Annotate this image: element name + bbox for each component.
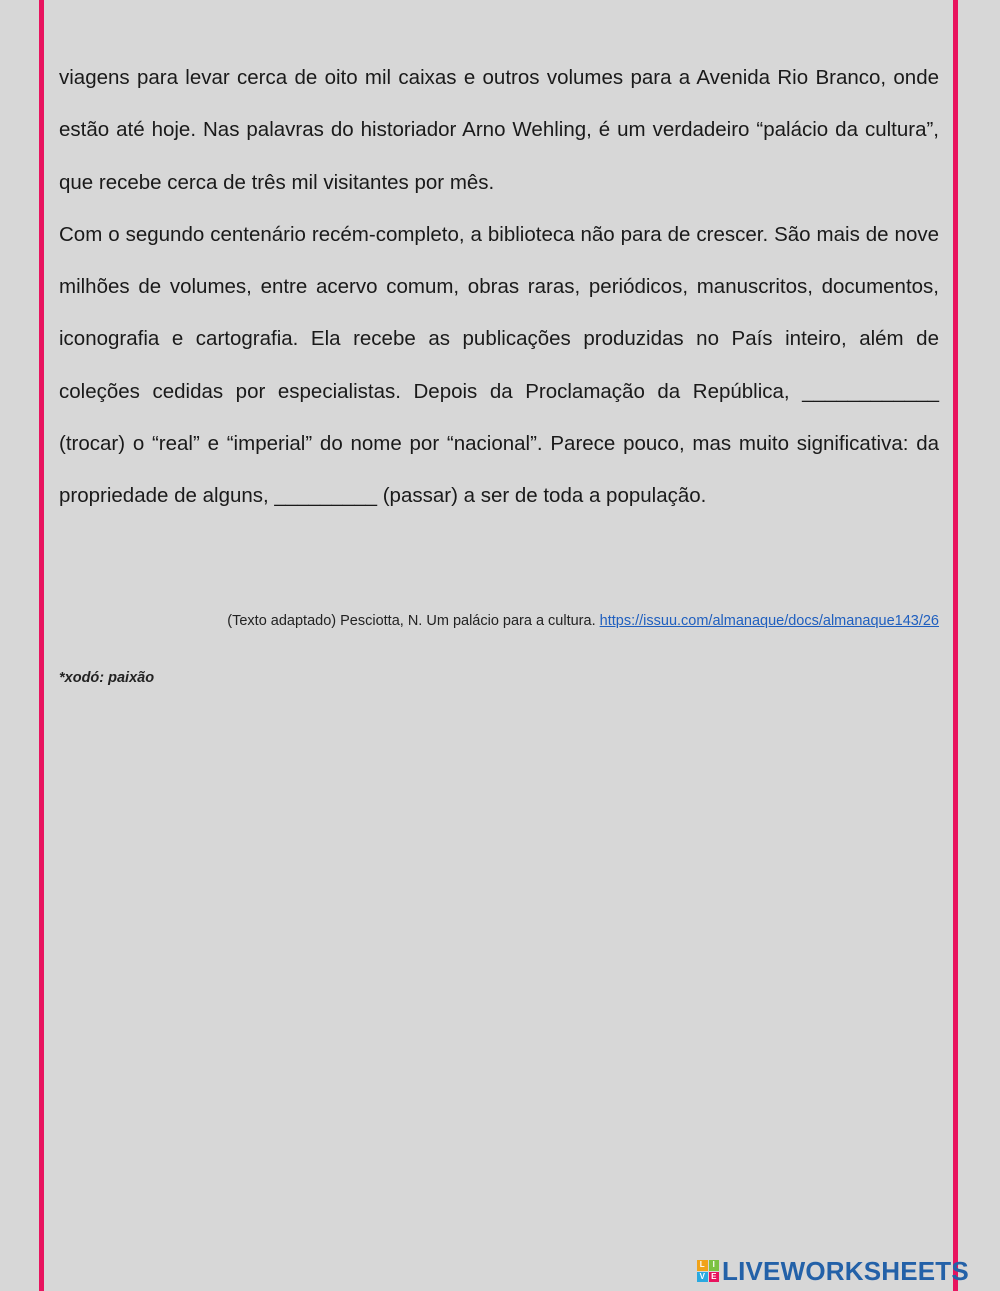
- page-border-left: [39, 0, 44, 1291]
- worksheet-text: [59, 52, 939, 523]
- source-link[interactable]: https://issuu.com/almanaque/docs/almanaque143/26: [599, 613, 939, 629]
- liveworksheets-logo: [697, 1257, 969, 1285]
- liveworksheets-logo-icon: [697, 1260, 719, 1282]
- source-citation: [59, 613, 939, 629]
- footnote: *xodó: paixão: [59, 670, 155, 686]
- logo-text: LIVEWORKSHEETS: [722, 1256, 969, 1286]
- page-border-right: [953, 0, 958, 1291]
- paragraph-1: viagens para levar cerca de oito mil caixas e outros volumes para a Avenida Rio Branco, onde estão até hoje. Nas palavras do historiador Arno Wehling, é um verdadeiro “palácio da cultura”, que recebe cerca de três mil visitantes por mês.: [59, 66, 939, 194]
- logo-icon-letter: E: [709, 1272, 720, 1283]
- source-text: (Texto adaptado) Pesciotta, N. Um palácio para a cultura.: [227, 613, 600, 629]
- logo-icon-letter: I: [709, 1260, 720, 1271]
- logo-icon-letter: L: [697, 1260, 708, 1271]
- paragraph-2: Com o segundo centenário recém-completo, a biblioteca não para de crescer. São mais de nove milhões de volumes, entre acervo comum, obras raras, periódicos, manuscritos, documentos, iconografia e cartografia. Ela recebe as publicações produzidas no País inteiro, além de coleções cedidas por especialistas. Depois da Proclamação da República, ____________ (trocar) o “real” e “imperial” do nome por “nacional”. Parece pouco, mas muito significativa: da propriedade de alguns, _________ (passar) a ser de toda a população.: [59, 222, 939, 508]
- logo-icon-letter: V: [697, 1272, 708, 1283]
